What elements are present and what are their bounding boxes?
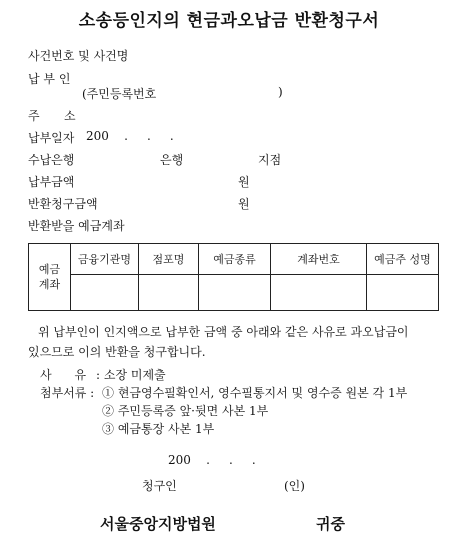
cell-bank-name[interactable]: [71, 275, 139, 311]
court-name: 서울중앙지방법원: [100, 515, 216, 533]
honorific: 귀중: [316, 515, 345, 533]
header-branch-name: 점포명: [139, 244, 199, 275]
address-label-2: 소: [64, 109, 76, 123]
cell-account-number[interactable]: [271, 275, 367, 311]
account-label: 반환받을 예금계좌: [28, 219, 125, 233]
header-bank-name: 금융기관명: [71, 244, 139, 275]
account-table: [28, 243, 439, 311]
cell-branch-name[interactable]: [139, 275, 199, 311]
reason-label: 사 유: [40, 368, 87, 382]
attachment-item-1: ① 현금영수필확인서, 영수필통지서 및 영수증 원본 각 1부: [102, 386, 408, 400]
refund-amount-label: 반환청구금액: [28, 197, 98, 211]
cell-holder-name[interactable]: [367, 275, 439, 311]
refund-amount-won: 원: [238, 197, 250, 211]
pay-date-label: 납부일자: [28, 131, 75, 145]
statement-line-1: 위 납부인이 인지액으로 납부한 금액 중 아래와 같은 사유로 과오납금이: [38, 325, 409, 339]
document-title: 소송등인지의 현금과오납금 반환청구서: [78, 11, 380, 31]
header-deposit-type: 예금종류: [199, 244, 271, 275]
account-side-label: [29, 244, 71, 311]
seal-mark: (인): [284, 479, 305, 493]
payer-label: 납 부 인: [28, 72, 71, 86]
attachment-item-3: ③ 예금통장 사본 1부: [102, 422, 215, 436]
statement-line-2: 있으므로 이의 반환을 청구합니다.: [28, 345, 206, 359]
paid-amount-label: 납부금액: [28, 175, 75, 189]
address-label-1: 주: [28, 109, 40, 123]
cell-deposit-type[interactable]: [199, 275, 271, 311]
rrn-label: (주민등록번호: [82, 87, 157, 101]
case-label: 사건번호 및 사건명: [28, 49, 129, 63]
paid-amount-won: 원: [238, 175, 250, 189]
header-account-number: 계좌번호: [271, 244, 367, 275]
claim-date: 200 . . .: [168, 453, 256, 467]
bank-label: 수납은행: [28, 153, 75, 167]
bank-suffix: 은행: [160, 153, 184, 167]
claimant-label: 청구인: [142, 479, 177, 493]
attachments-label: 첨부서류 :: [40, 386, 95, 400]
pay-date-value: 200 . . .: [86, 129, 174, 143]
rrn-close: ): [278, 85, 283, 99]
reason-value: : 소장 미제출: [96, 368, 166, 382]
branch-suffix: 지점: [258, 153, 282, 167]
account-side-label-1: 예금: [38, 263, 61, 276]
account-side-label-2: 계좌: [38, 278, 61, 291]
header-holder-name: 예금주 성명: [367, 244, 439, 275]
attachment-item-2: ② 주민등록증 앞·뒷면 사본 1부: [102, 404, 269, 418]
